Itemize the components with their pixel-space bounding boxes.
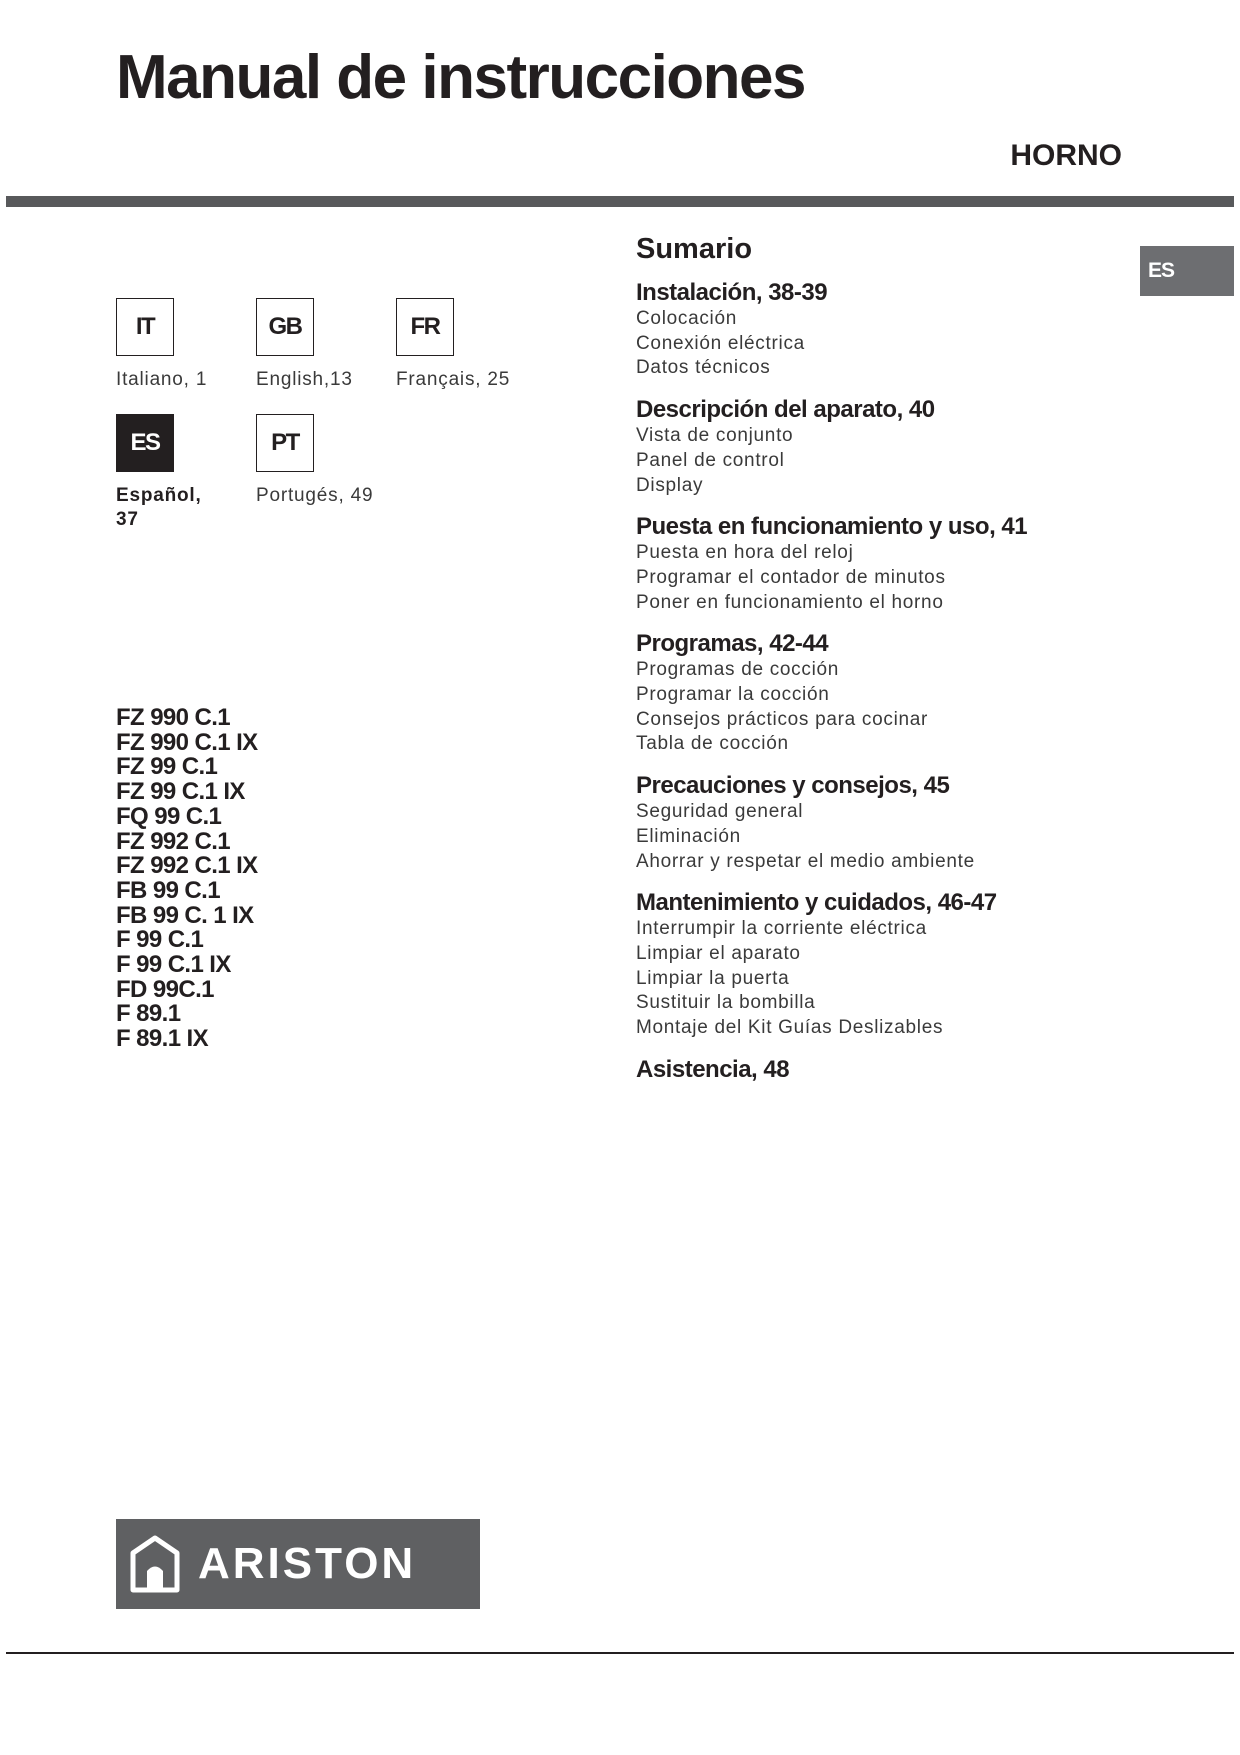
toc-item[interactable]: Puesta en hora del reloj [636,542,854,564]
language-label: Portugés, 49 [256,485,374,506]
toc-section [636,278,1136,381]
language-code-box[interactable]: FR [396,298,454,356]
toc-item[interactable]: Eliminación [636,825,741,847]
toc-item[interactable]: Datos técnicos [636,357,771,379]
toc-item[interactable]: Tabla de cocción [636,733,789,755]
language-label: English,13 [256,369,353,390]
toc-section-heading[interactable]: Asistencia, 48 [636,1055,790,1083]
language-code-box[interactable]: PT [256,414,314,472]
toc-section-heading[interactable]: Puesta en funcionamiento y uso, 41 [636,513,1028,541]
model-item: F 89.1 IX [116,1025,208,1053]
toc-section [636,395,1136,498]
toc-item[interactable]: Ahorrar y respetar el medio ambiente [636,850,975,872]
toc-item[interactable]: Limpiar la puerta [636,967,790,989]
toc-item[interactable]: Sustituir la bombilla [636,992,816,1014]
toc-item[interactable]: Conexión eléctrica [636,332,805,354]
product-type: HORNO [1010,139,1122,172]
model-item: F 99 C.1 [116,926,204,954]
model-item: FZ 990 C.1 IX [116,728,258,756]
model-item: FZ 99 C.1 IX [116,778,245,806]
toc-item[interactable]: Programas de cocción [636,659,840,681]
model-item: F 89.1 [116,1000,181,1028]
toc-item[interactable]: Display [636,474,704,496]
toc-section [636,629,1136,757]
toc-item[interactable]: Vista de conjunto [636,425,794,447]
table-of-contents [636,228,1136,1098]
toc-item[interactable]: Seguridad general [636,801,804,823]
toc-item[interactable]: Consejos prácticos para cocinar [636,708,929,730]
model-item: FZ 992 C.1 IX [116,852,258,880]
language-option-es[interactable] [116,414,246,532]
house-icon [130,1535,180,1593]
language-code-box-selected[interactable]: ES [116,414,174,472]
toc-section-heading[interactable]: Descripción del aparato, 40 [636,396,935,424]
toc-item[interactable]: Programar la cocción [636,684,830,706]
toc-section [636,888,1136,1041]
toc-item[interactable]: Poner en funcionamiento el horno [636,591,944,613]
language-label-line: Español, [116,485,202,506]
toc-section-heading[interactable]: Instalación, 38-39 [636,279,828,306]
model-item: FB 99 C.1 [116,876,220,904]
toc-item[interactable]: Montaje del Kit Guías Deslizables [636,1017,944,1039]
language-label [116,484,246,532]
toc-section [636,1055,1136,1084]
language-code-box[interactable]: GB [256,298,314,356]
toc-item[interactable]: Panel de control [636,449,785,471]
toc-title: Sumario [636,233,753,265]
language-label: Italiano, 1 [116,369,208,390]
toc-section [636,512,1136,615]
model-item: FB 99 C. 1 IX [116,901,254,929]
model-item: FD 99C.1 [116,975,214,1003]
model-item: FQ 99 C.1 [116,802,222,830]
toc-item[interactable]: Programar el contador de minutos [636,566,946,588]
model-list [116,706,258,1052]
toc-item[interactable]: Colocación [636,308,737,329]
language-option-fr[interactable] [396,298,526,392]
toc-section-heading[interactable]: Precauciones y consejos, 45 [636,772,950,800]
bottom-divider [6,1652,1234,1654]
language-side-tab: ES [1140,246,1234,296]
model-item: FZ 992 C.1 [116,827,231,855]
toc-item[interactable]: Interrumpir la corriente eléctrica [636,918,927,940]
language-option-it[interactable] [116,298,246,392]
language-selector [116,298,536,538]
brand-name: ARISTON [198,1539,417,1588]
toc-section [636,771,1136,874]
model-item: FZ 990 C.1 [116,704,231,731]
language-option-gb[interactable] [256,298,386,392]
page-title: Manual de instrucciones [116,43,806,112]
language-code-box[interactable]: IT [116,298,174,356]
language-label: Français, 25 [396,369,511,390]
model-item: F 99 C.1 IX [116,951,231,979]
brand-logo [116,1519,480,1609]
toc-item[interactable]: Limpiar el aparato [636,942,801,964]
language-label-line: 37 [116,509,139,530]
toc-section-heading[interactable]: Mantenimiento y cuidados, 46-47 [636,889,997,917]
top-divider [6,196,1234,207]
model-item: FZ 99 C.1 [116,753,218,781]
toc-section-heading[interactable]: Programas, 42-44 [636,630,829,658]
language-option-pt[interactable] [256,414,386,508]
